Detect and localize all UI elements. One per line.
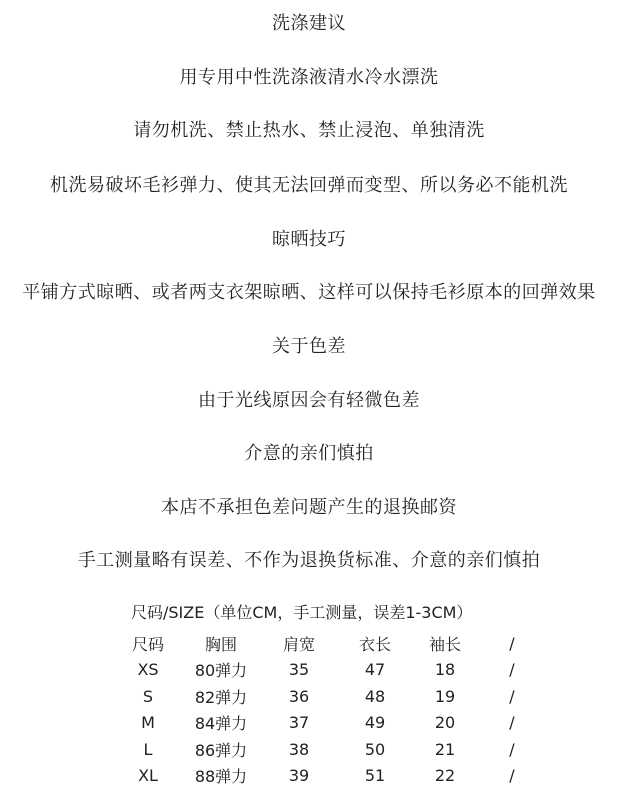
color-line-3: 本店不承担色差问题产生的退换邮资 [161, 497, 457, 518]
cell-length: 48 [364, 686, 386, 706]
washing-line-3: 机洗易破坏毛衫弹力、使其无法回弹而变型、所以务必不能机洗 [50, 175, 568, 196]
cell-shoulder: 37 [288, 713, 310, 733]
table-row [115, 710, 547, 737]
cell-sleeve: 22 [434, 766, 456, 786]
cell-chest: 88弹力 [194, 767, 248, 787]
heading-color-difference: 关于色差 [272, 336, 346, 357]
cell-chest: 82弹力 [194, 687, 248, 707]
header-slash: / [509, 633, 515, 653]
size-chart-title: 尺码/SIZE（单位CM，手工测量，误差1-3CM） [131, 603, 473, 622]
cell-slash: / [509, 660, 515, 680]
washing-line-1: 用专用中性洗涤液清水冷水漂洗 [179, 67, 439, 88]
cell-shoulder: 38 [288, 739, 310, 759]
color-line-2: 介意的亲们慎拍 [244, 443, 374, 464]
cell-sleeve: 21 [434, 739, 456, 759]
washing-line-2: 请勿机洗、禁止热水、禁止浸泡、单独清洗 [133, 120, 485, 141]
header-sleeve: 袖长 [428, 634, 461, 654]
cell-size: S [142, 686, 154, 706]
cell-slash: / [509, 739, 515, 759]
drying-line-1: 平铺方式晾晒、或者两支衣架晾晒、这样可以保持毛衫原本的回弹效果 [22, 282, 596, 303]
measurement-note: 手工测量略有误差、不作为退换货标准、介意的亲们慎拍 [77, 550, 541, 571]
cell-size: M [141, 713, 155, 733]
header-length: 衣长 [358, 634, 391, 654]
cell-chest: 84弹力 [194, 714, 248, 734]
table-row [115, 736, 547, 763]
cell-length: 49 [364, 713, 386, 733]
table-row [115, 763, 547, 790]
heading-washing: 洗涤建议 [272, 13, 346, 34]
cell-size: XL [138, 766, 158, 786]
cell-length: 51 [364, 766, 386, 786]
header-chest: 胸围 [204, 634, 237, 654]
header-shoulder: 肩宽 [282, 634, 315, 654]
size-chart-table [115, 630, 547, 789]
cell-slash: / [509, 713, 515, 733]
cell-shoulder: 39 [288, 766, 310, 786]
cell-slash: / [509, 686, 515, 706]
table-row [115, 657, 547, 684]
cell-size: L [143, 739, 153, 759]
cell-sleeve: 19 [434, 686, 456, 706]
size-chart-header-row [115, 630, 547, 657]
cell-size: XS [137, 660, 159, 680]
color-line-1: 由于光线原因会有轻微色差 [198, 390, 420, 411]
cell-shoulder: 35 [288, 660, 310, 680]
cell-chest: 80弹力 [194, 661, 248, 681]
cell-length: 50 [364, 739, 386, 759]
cell-shoulder: 36 [288, 686, 310, 706]
table-row [115, 683, 547, 710]
cell-slash: / [509, 766, 515, 786]
heading-drying: 晾晒技巧 [272, 229, 346, 250]
cell-sleeve: 20 [434, 713, 456, 733]
cell-chest: 86弹力 [194, 740, 248, 760]
cell-length: 47 [364, 660, 386, 680]
header-size: 尺码 [131, 634, 164, 654]
cell-sleeve: 18 [434, 660, 456, 680]
